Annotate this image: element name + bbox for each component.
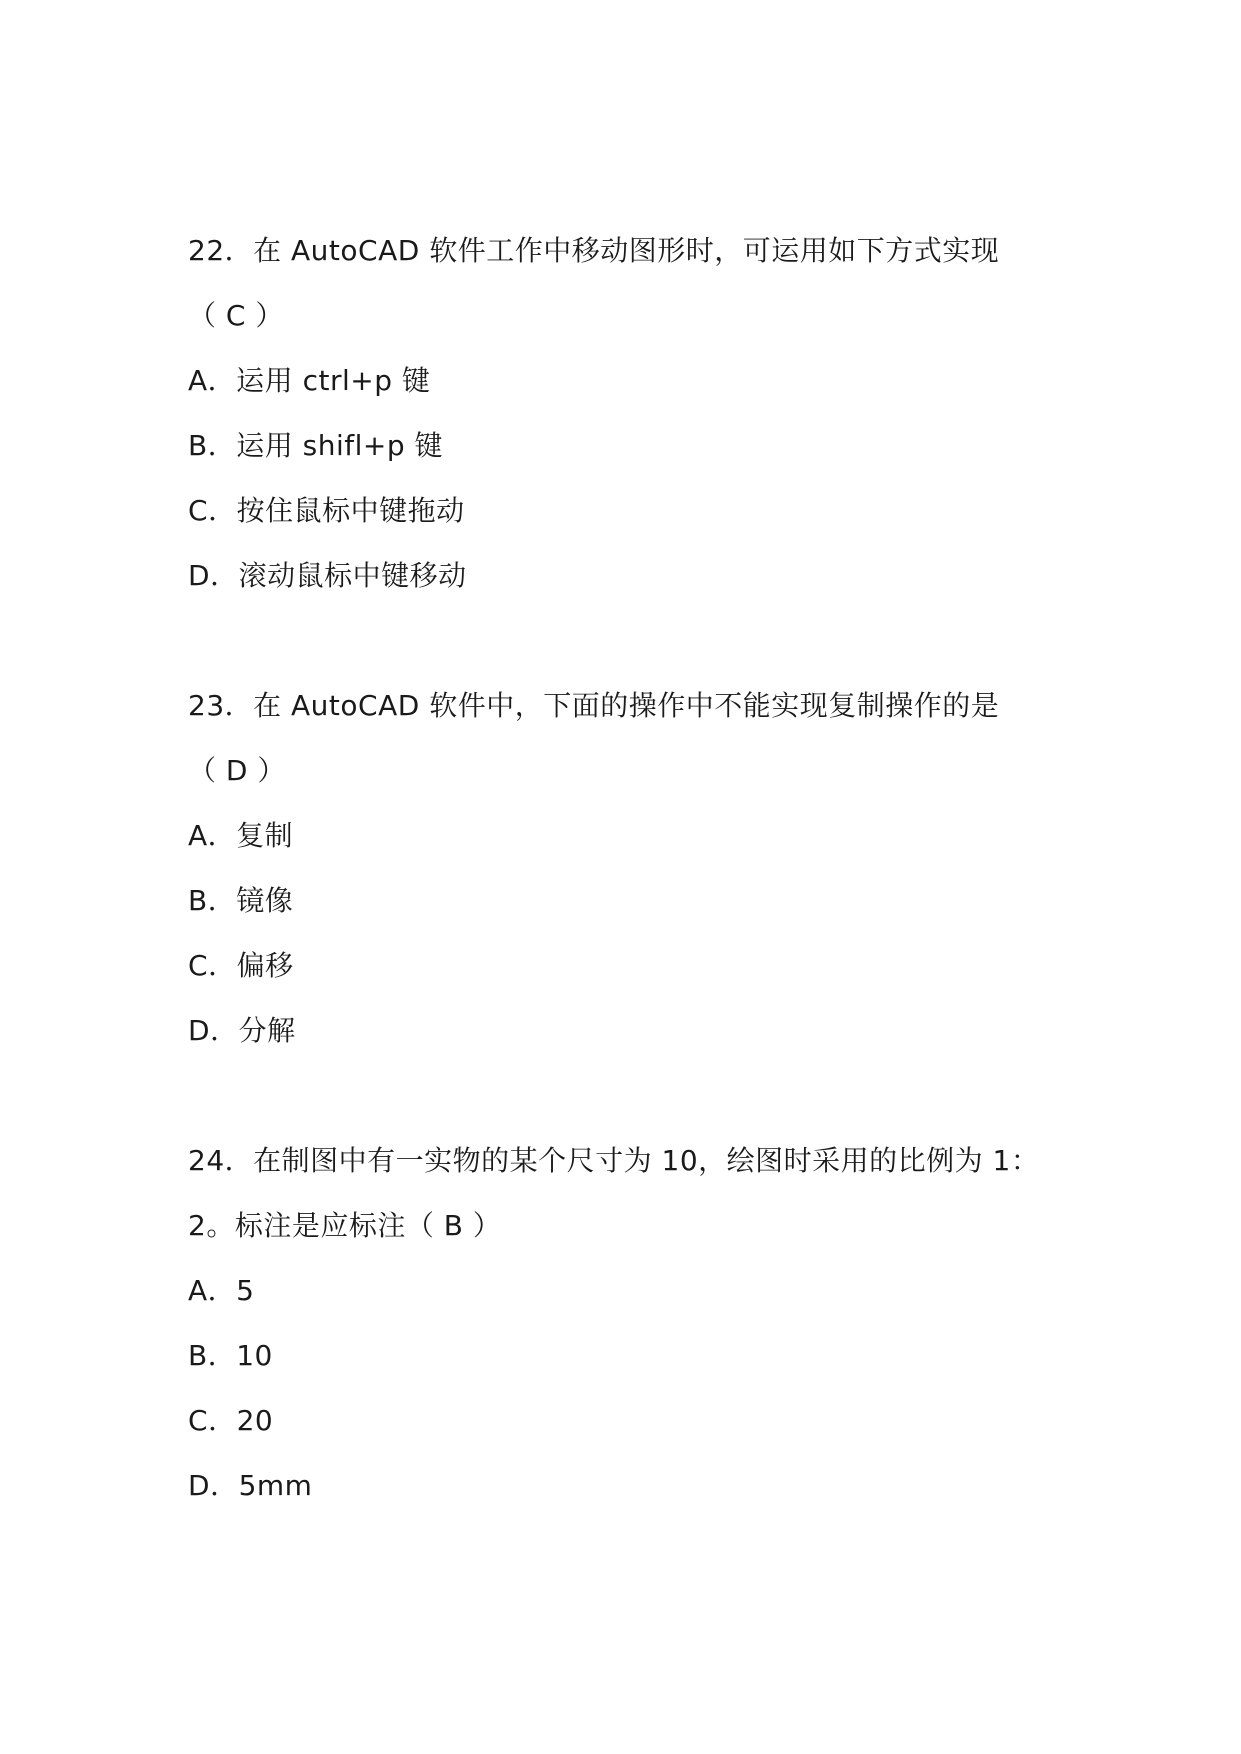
option-text: 分解 xyxy=(238,1014,296,1047)
option-text: 运用 ctrl+p 键 xyxy=(236,364,431,397)
option-text: 20 xyxy=(236,1404,274,1437)
option-text: 运用 shifl+p 键 xyxy=(236,429,444,462)
option-letter: A xyxy=(188,364,208,397)
option-a xyxy=(188,348,1068,413)
option-letter: B xyxy=(188,884,208,917)
option-separator: ． xyxy=(207,1274,237,1307)
question-stem-line2: （ D ） xyxy=(188,754,286,787)
option-separator: ． xyxy=(208,1404,237,1437)
question-22 xyxy=(188,218,1068,608)
option-text: 镜像 xyxy=(236,884,294,917)
option-d xyxy=(188,1453,1068,1518)
question-stem-line1: 24．在制图中有一实物的某个尺寸为 10，绘图时采用的比例为 1： xyxy=(188,1144,1040,1177)
option-d xyxy=(188,543,1068,608)
option-c xyxy=(188,1388,1068,1453)
option-letter: A xyxy=(188,819,208,852)
option-letter: D xyxy=(188,1469,211,1502)
option-text: 5 xyxy=(236,1274,255,1307)
option-b xyxy=(188,413,1068,478)
question-stem-line1: 22．在 AutoCAD 软件工作中移动图形时，可运用如下方式实现 xyxy=(188,234,1000,267)
option-text: 滚动鼠标中键移动 xyxy=(238,559,467,592)
option-separator: ． xyxy=(208,494,237,527)
question-stem-line2: 2。标注是应标注（ B ） xyxy=(188,1209,502,1242)
option-separator: ． xyxy=(207,819,237,852)
question-23 xyxy=(188,673,1068,1063)
option-letter: A xyxy=(188,1274,208,1307)
option-separator: ． xyxy=(208,949,237,982)
option-separator: ． xyxy=(207,429,237,462)
option-c xyxy=(188,933,1068,998)
option-a xyxy=(188,1258,1068,1323)
option-text: 复制 xyxy=(236,819,294,852)
option-letter: D xyxy=(188,1014,211,1047)
option-text: 10 xyxy=(236,1339,273,1372)
option-separator: ． xyxy=(210,1469,239,1502)
option-b xyxy=(188,1323,1068,1388)
question-24 xyxy=(188,1128,1068,1518)
option-text: 5mm xyxy=(238,1469,313,1502)
option-b xyxy=(188,868,1068,933)
option-text: 偏移 xyxy=(236,949,294,982)
option-separator: ． xyxy=(207,1339,237,1372)
option-c xyxy=(188,478,1068,543)
option-letter: D xyxy=(188,559,211,592)
option-letter: C xyxy=(188,494,209,527)
option-letter: B xyxy=(188,429,208,462)
question-stem-line1: 23．在 AutoCAD 软件中，下面的操作中不能实现复制操作的是 xyxy=(188,689,1000,722)
option-letter: C xyxy=(188,1404,209,1437)
option-separator: ． xyxy=(207,364,237,397)
option-separator: ． xyxy=(210,1014,239,1047)
question-stem-line2: （ C ） xyxy=(188,299,284,332)
option-a xyxy=(188,803,1068,868)
option-separator: ． xyxy=(210,559,239,592)
option-d xyxy=(188,998,1068,1063)
option-letter: B xyxy=(188,1339,208,1372)
option-letter: C xyxy=(188,949,209,982)
option-separator: ． xyxy=(207,884,237,917)
option-text: 按住鼠标中键拖动 xyxy=(236,494,465,527)
